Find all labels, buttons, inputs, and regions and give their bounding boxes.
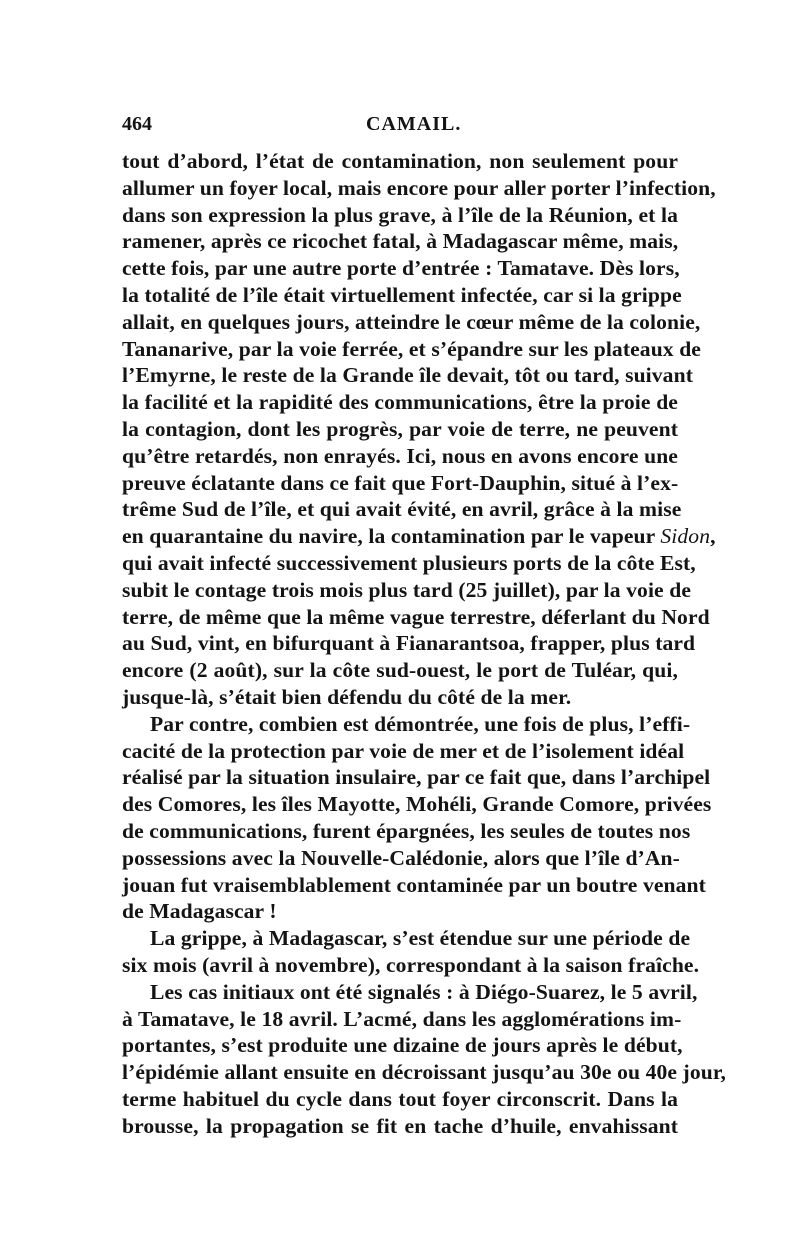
- text-line: de communications, furent épargnées, les seules de toutes nos: [122, 818, 691, 843]
- text-line: Tananarive, par la voie ferrée, et s’épandre sur les plateaux de: [122, 336, 701, 361]
- text-line: La grippe, à Madagascar, s’est étendue sur une période de: [150, 926, 691, 951]
- text-line: cette fois, par une autre porte d’entrée : Tamatave. Dès lors,: [122, 256, 680, 281]
- text-line: réalisé par la situation insulaire, par ce fait que, dans l’archipel: [122, 765, 711, 790]
- text-line: Les cas initiaux ont été signalés : à Diégo-Suarez, le 5 avril,: [150, 979, 698, 1004]
- text-line: l’Emyrne, le reste de la Grande île devait, tôt ou tard, suivant: [122, 363, 693, 388]
- text-line: à Tamatave, le 18 avril. L’acmé, dans les agglomérations im-: [122, 1006, 682, 1031]
- text-line-with-ship: [122, 523, 716, 550]
- text-line: encore (2 août), sur la côte sud-ouest, le port de Tuléar, qui,: [122, 658, 678, 683]
- text-line: allait, en quelques jours, atteindre le cœur même de la colonie,: [122, 309, 701, 334]
- text-line: dans son expression la plus grave, à l’île de la Réunion, et la: [122, 202, 678, 227]
- ship-name: Sidon: [660, 524, 711, 549]
- text-line: terre, de même que la même vague terrestre, déferlant du Nord: [122, 604, 710, 629]
- text-line: au Sud, vint, en bifurquant à Fianarantsoa, frapper, plus tard: [122, 631, 696, 656]
- text-line: la facilité et la rapidité des communications, être la proie de: [122, 390, 678, 415]
- text-line: tout d’abord, l’état de contamination, non seulement pour: [122, 149, 678, 173]
- text-line: jusque-là, s’était bien défendu du côté de la mer.: [122, 684, 572, 709]
- text-line: de Madagascar !: [122, 899, 277, 924]
- text-line: Par contre, combien est démontrée, une fois de plus, l’effi-: [150, 711, 691, 736]
- text-line: terme habituel du cycle dans tout foyer circonscrit. Dans la: [122, 1086, 678, 1111]
- text-line: subit le contage trois mois plus tard (25 juillet), par la voie de: [122, 577, 692, 602]
- text-line: la contagion, dont les progrès, par voie de terre, ne peuvent: [122, 416, 678, 441]
- text-line: allumer un foyer local, mais encore pour aller porter l’infection,: [122, 175, 716, 200]
- text-line: possessions avec la Nouvelle-Calédonie, alors que l’île d’An-: [122, 845, 680, 870]
- text-line: jouan fut vraisemblablement contaminée par un boutre venant: [122, 872, 706, 897]
- text-line: qu’être retardés, non enrayés. Ici, nous en avons encore une: [122, 443, 678, 468]
- text-line: cacité de la protection par voie de mer et de l’isolement idéal: [122, 738, 685, 763]
- text-line: qui avait infecté successivement plusieurs ports de la côte Est,: [122, 550, 696, 575]
- running-head: [122, 113, 678, 141]
- text-line: brousse, la propagation se fit en tache d’huile, envahissant: [122, 1113, 678, 1138]
- text-fragment: en quarantaine du navire, la contamination par le vapeur: [122, 524, 661, 549]
- page-number: 464: [122, 113, 152, 135]
- text-line: trême Sud de l’île, et qui avait évité, en avril, grâce à la mise: [122, 497, 682, 522]
- text-line: des Comores, les îles Mayotte, Mohéli, Grande Comore, privées: [122, 792, 712, 817]
- running-title: CAMAIL.: [366, 113, 462, 135]
- body-text: [122, 148, 727, 1139]
- text-line: six mois (avril à novembre), correspondant à la saison fraîche.: [122, 952, 700, 977]
- text-line: portantes, s’est produite une dizaine de jours après le début,: [122, 1033, 683, 1058]
- text-line: l’épidémie allant ensuite en décroissant jusqu’au 30e ou 40e jour,: [122, 1060, 727, 1085]
- text-line: preuve éclatante dans ce fait que Fort-Dauphin, situé à l’ex-: [122, 470, 679, 495]
- text-line: la totalité de l’île était virtuellement infectée, car si la grippe: [122, 282, 682, 307]
- text-line: ramener, après ce ricochet fatal, à Madagascar même, mais,: [122, 229, 679, 254]
- comma: ,: [710, 524, 716, 549]
